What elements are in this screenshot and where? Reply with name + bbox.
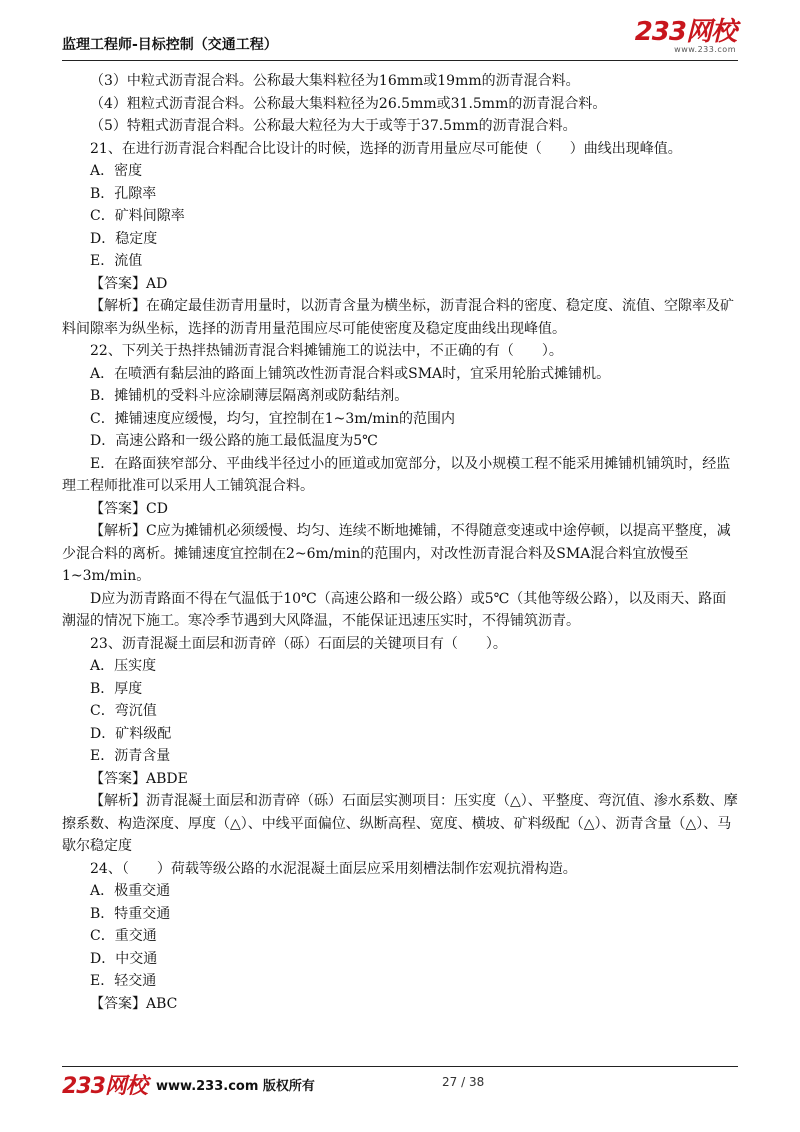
option-e: E．流值 — [90, 253, 143, 269]
page-footer — [62, 1066, 738, 1097]
option-a: A．在喷洒有黏层油的路面上铺筑改性沥青混合料或SMA时，宜采用轮胎式摊铺机。 — [90, 365, 611, 382]
option-a: A．极重交通 — [90, 883, 171, 899]
option-b: B．摊铺机的受料斗应涂刷薄层隔离剂或防黏结剂。 — [90, 388, 409, 404]
logo-url: www.233.com — [674, 45, 736, 54]
footer-logo[interactable]: 233网校 — [62, 1074, 147, 1099]
analysis: 【解析】在确定最佳沥青用量时，以沥青含量为横坐标，沥青混合料的密度、稳定度、流值、空隙率及矿料间隙率为纵坐标，选择的沥青用量范围应尽可能使密度及稳定度曲线出现峰值。 — [62, 298, 734, 337]
option-c: C．重交通 — [90, 928, 157, 944]
answer: 【答案】CD — [90, 500, 168, 517]
analysis-continued: D应为沥青路面不得在气温低于10℃（高速公路和一级公路）或5℃（其他等级公路），以及雨天、路面潮湿的情况下施工。寒冷季节遇到大风降温，不能保证迅速压实时，不得铺筑沥青。 — [62, 590, 727, 629]
option-d: D．稳定度 — [90, 230, 158, 247]
option-b: B．特重交通 — [90, 905, 171, 922]
logo-text: 233网校 — [634, 17, 736, 47]
option-b: B．厚度 — [90, 680, 143, 697]
document-body — [62, 70, 738, 1015]
copyright-text: www.233.com 版权所有 — [156, 1079, 315, 1094]
page-number: 27 / 38 — [442, 1075, 485, 1089]
question-24: 24、（ ）荷载等级公路的水泥混凝土面层应采用刻槽法制作宏观抗滑构造。 — [90, 860, 577, 877]
brand-logo[interactable] — [628, 18, 738, 58]
answer: 【答案】ABDE — [90, 770, 188, 787]
question-21: 21、在进行沥青混合料配合比设计的时候，选择的沥青用量应尽可能使（ ）曲线出现峰值。 — [90, 140, 682, 157]
option-c: C．摊铺速度应缓慢，均匀，宜控制在1~3m/min的范围内 — [90, 410, 456, 427]
analysis: 【解析】C应为摊铺机必须缓慢、均匀、连续不断地摊铺，不得随意变速或中途停顿，以提高平整度，减少混合料的离析。摊铺速度宜控制在2~6m/min的范围内，对改性沥青混合料及SMA混合料宜放慢至1~3m/min。 — [62, 523, 731, 584]
option-e: E．轻交通 — [90, 973, 157, 989]
question-22: 22、下列关于热拌热铺沥青混合料摊铺施工的说法中，不正确的有（ ）。 — [90, 343, 563, 359]
analysis: 【解析】沥青混凝土面层和沥青碎（砾）石面层实测项目：压实度（△）、平整度、弯沉值、渗水系数、摩擦系数、构造深度、厚度（△）、中线平面偏位、纵断高程、宽度、横坡、矿料级配（△）、沥青含量（△）、马歇尔稳定度 — [62, 793, 738, 854]
option-b: B．孔隙率 — [90, 185, 157, 202]
answer: 【答案】AD — [90, 275, 168, 292]
option-a: A．压实度 — [90, 658, 157, 674]
text-line: （5）特粗式沥青混合料。公称最大粒径为大于或等于37.5mm的沥青混合料。 — [90, 118, 577, 134]
page-header — [62, 16, 738, 61]
option-a: A．密度 — [90, 163, 143, 179]
option-d: D．矿料级配 — [90, 725, 172, 742]
text-line: （4）粗粒式沥青混合料。公称最大集料粒径为26.5mm或31.5mm的沥青混合料。 — [90, 95, 607, 112]
header-title: 监理工程师-目标控制（交通工程） — [62, 37, 278, 53]
option-d: D．中交通 — [90, 950, 158, 967]
option-e: E．在路面狭窄部分、平曲线半径过小的匝道或加宽部分，以及小规模工程不能采用摊铺机铺筑时，经监理工程师批准可以采用人工铺筑混合料。 — [62, 455, 731, 494]
option-c: C．弯沉值 — [90, 703, 157, 719]
text-line: （3）中粒式沥青混合料。公称最大集料粒径为16mm或19mm的沥青混合料。 — [90, 73, 580, 89]
option-d: D．高速公路和一级公路的施工最低温度为5℃ — [90, 433, 378, 449]
answer: 【答案】ABC — [90, 995, 178, 1012]
question-23: 23、沥青混凝土面层和沥青碎（砾）石面层的关键项目有（ ）。 — [90, 635, 507, 652]
option-e: E．沥青含量 — [90, 748, 171, 764]
option-c: C．矿料间隙率 — [90, 208, 185, 224]
